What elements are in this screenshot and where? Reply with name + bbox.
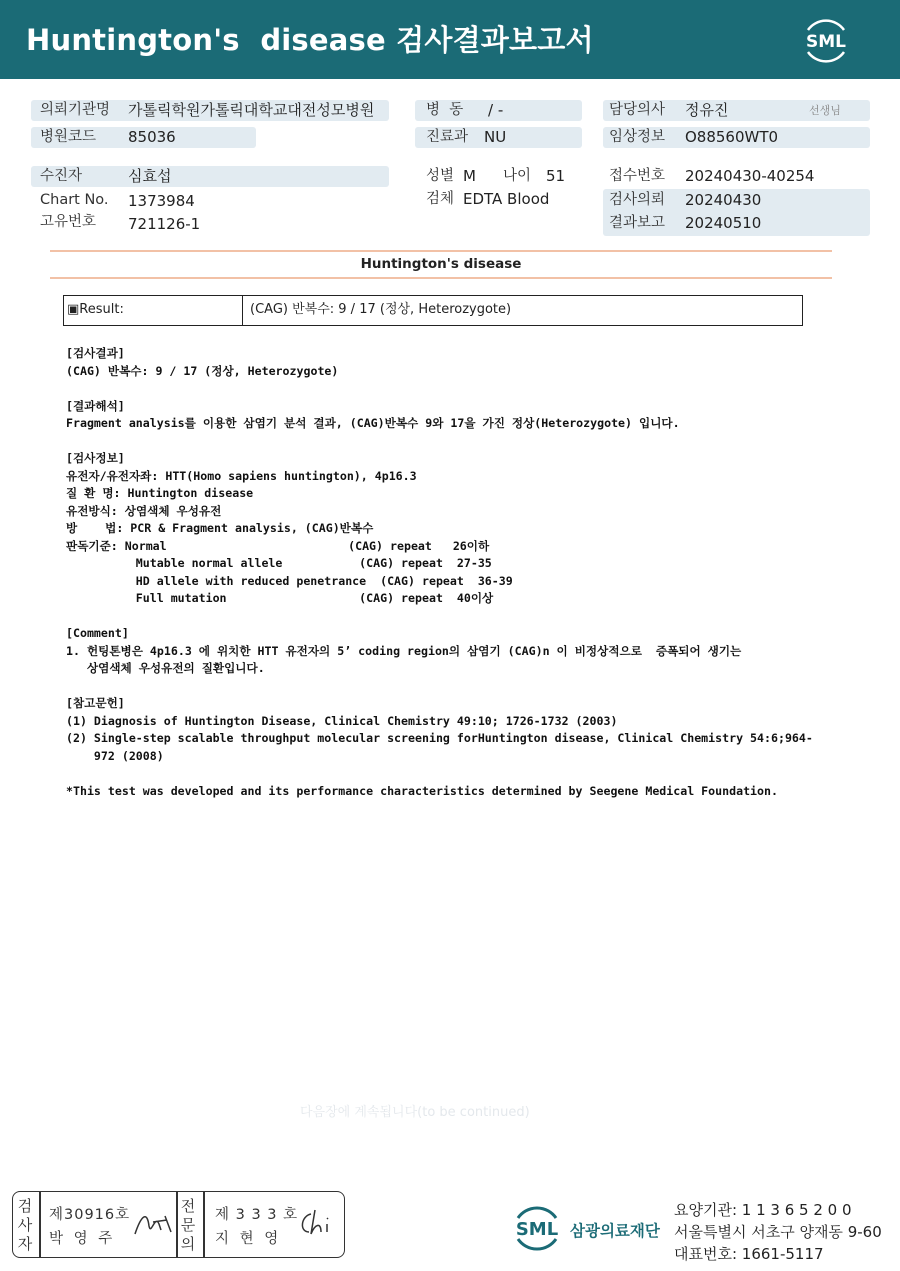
dept-value: NU (484, 128, 507, 146)
report-title: Huntington's disease 검사결과보고서 (26, 23, 594, 57)
section-rule-top (50, 250, 832, 252)
svg-text:SML: SML (515, 1219, 559, 1240)
sml-foundation-logo-icon (508, 1199, 566, 1257)
sig-divider-3 (203, 1192, 205, 1257)
body-line: *This test was developed and its performance characteristics determined by Seegene Medical Foundation. (66, 783, 778, 798)
svg-text:SML: SML (806, 32, 846, 52)
body-line: 1. 헌팅톤병은 4p16.3 에 위치한 HTT 유전자의 5’ coding region의 삼염기 (CAG)n 이 비정상적으로 증폭되어 생기는 (66, 643, 742, 658)
patient-label: 수진자 (40, 168, 83, 184)
institution-value: 가톨릭학원가톨릭대학교대전성모병원 (128, 101, 375, 119)
tester-number: 제30916호 (49, 1207, 131, 1223)
sex-value: M (463, 167, 476, 185)
body-line: (2) Single-step scalable throughput molecular screening forHuntington disease, Clinical Chemistry 54:6;964- (66, 731, 813, 745)
report-date-label: 결과보고 (609, 215, 666, 231)
body-line: HD allele with reduced penetrance (CAG) repeat 36-39 (66, 573, 513, 588)
age-value: 51 (546, 167, 566, 185)
address: 서울특별시 서초구 양재동 9-60 (674, 1223, 882, 1241)
body-line: 판독기준: Normal (CAG) repeat 26이하 (66, 538, 490, 553)
body-line: [검사정보] (66, 451, 125, 465)
report-date-value: 20240510 (685, 214, 762, 232)
tester-name: 박 영 주 (49, 1231, 116, 1247)
age-label: 나이 (503, 168, 532, 184)
phone: 대표번호: 1661-5117 (674, 1245, 824, 1263)
body-line: 유전방식: 상염색체 우성유전 (66, 503, 222, 518)
uid-value: 721126-1 (128, 215, 201, 233)
body-line: 질 환 명: Huntington disease (66, 486, 254, 500)
institution-label: 의뢰기관명 (40, 102, 111, 118)
body-line: (CAG) 반복수: 9 / 17 (정상, Heterozygote) (66, 363, 339, 378)
body-line: (1) Diagnosis of Huntington Disease, Clinical Chemistry 49:10; 1726-1732 (2003) (66, 713, 618, 728)
chart-label: Chart No. (40, 192, 109, 208)
section-title: Huntington's disease (360, 256, 522, 272)
signature-box (12, 1191, 345, 1258)
body-line: 972 (2008) (66, 748, 164, 763)
sex-label: 성별 (426, 168, 455, 184)
body-line: Full mutation (CAG) repeat 40이상 (66, 591, 494, 605)
continued-note: 다음장에 계속됩니다(to be continued) (300, 1105, 530, 1120)
doctor-suffix: 선생님 (809, 104, 841, 117)
report-header (0, 0, 900, 79)
chart-value: 1373984 (128, 192, 195, 210)
patient-pill (31, 166, 389, 187)
body-line: Fragment analysis를 이용한 삼염기 분석 결과, (CAG)반복수 9와 17을 가진 정상(Heterozygote) 입니다. (66, 416, 680, 430)
request-label: 검사의뢰 (609, 192, 666, 208)
patient-value: 심효섭 (128, 167, 172, 185)
body-line: [결과해석] (66, 398, 125, 413)
body-line: [Comment] (66, 626, 129, 640)
section-rule-bottom (50, 277, 832, 279)
tester-signature-icon (131, 1206, 179, 1240)
body-line: 상염색체 우성유전의 질환입니다. (66, 661, 265, 675)
specialist-number: 제 3 3 3 호 (215, 1207, 299, 1223)
sig-divider-2 (176, 1192, 178, 1257)
request-value: 20240430 (685, 191, 762, 209)
doctor-label: 담당의사 (609, 102, 666, 118)
body-line: 유전자/유전자좌: HTT(Homo sapiens huntington), 4p16.3 (66, 468, 417, 483)
result-box (63, 295, 803, 326)
tester-label: 검사자 (17, 1197, 33, 1253)
receipt-label: 접수번호 (609, 168, 666, 184)
doctor-value: 정유진 (685, 101, 729, 119)
result-value: (CAG) 반복수: 9 / 17 (정상, Heterozygote) (250, 302, 512, 317)
body-line: Mutable normal allele (CAG) repeat 27-35 (66, 556, 492, 570)
ward-value: / - (488, 101, 504, 119)
body-line: 방 법: PCR & Fragment analysis, (CAG)반복수 (66, 521, 374, 535)
clinical-value: O88560WT0 (685, 128, 779, 146)
facility-code: 요양기관: 1 1 3 6 5 2 0 0 (674, 1201, 852, 1219)
clinical-label: 임상정보 (609, 129, 666, 145)
uid-label: 고유번호 (40, 214, 97, 230)
body-line: [검사결과] (66, 346, 125, 360)
body-line: [참고문헌] (66, 696, 125, 710)
ward-label: 병 동 (426, 102, 464, 118)
specialist-name: 지 현 영 (215, 1231, 282, 1247)
sig-divider-1 (39, 1192, 41, 1257)
sml-logo-icon (798, 12, 854, 68)
specialist-signature-icon (295, 1206, 339, 1240)
receipt-value: 20240430-40254 (685, 167, 815, 185)
specimen-label: 검체 (426, 191, 455, 207)
specimen-value: EDTA Blood (463, 190, 550, 208)
result-label: ▣Result: (64, 296, 243, 325)
specialist-label: 전문의 (180, 1197, 196, 1253)
hospital-code-label: 병원코드 (40, 129, 97, 145)
hospital-code-value: 85036 (128, 128, 176, 146)
dept-label: 진료과 (426, 129, 469, 145)
foundation-name: 삼광의료재단 (570, 1222, 660, 1240)
